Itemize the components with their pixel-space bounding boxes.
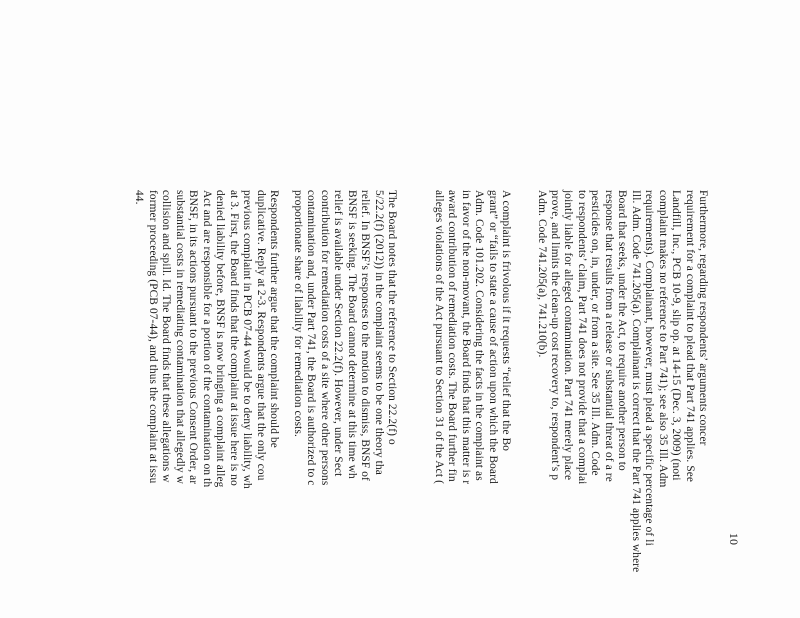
text-line: at 3. First, the Board finds that the complaint at issue here is no xyxy=(227,190,240,486)
text-line: contribution for remediation costs of a site where other persons xyxy=(318,190,331,486)
text-line: complaint makes no reference to Part 741); see also 35 Ill. Adm xyxy=(656,190,669,488)
text-line: Furthermore, regarding respondents’ arguments concer xyxy=(697,190,709,446)
text-line: requirement for a complaint to plead that Part 741 applies. See xyxy=(683,190,696,483)
text-line: previous complaint in PCB 07-44 would be to deny liability, wh xyxy=(241,190,254,489)
text-line: A complaint is frivolous if it requests “relief that the Bo xyxy=(500,190,512,452)
text-line: prove, and limits the clean-up cost recovery to, respondent’s p xyxy=(549,190,562,481)
text-line: jointly liable for alleged contamination. Part 741 merely place xyxy=(562,190,575,481)
text-line: Act and are responsible for a portion of the contamination on th xyxy=(200,190,213,488)
text-line: pesticides on, in, under, or from a site. See 35 Ill. Adm. Code xyxy=(589,190,602,476)
text-line: former proceeding (PCB 07-44), and thus the complaint at issu xyxy=(146,190,159,484)
text-line: Board that seeks, under the Act, to require another person to xyxy=(616,190,629,471)
text-line: in favor of the non-movant, the Board finds that this matter is r xyxy=(459,190,472,485)
text-line: Adm. Code 101.202. Considering the facts in the complaint as xyxy=(473,190,486,481)
text-line: BNSF is seeking. The Board cannot determine at this time wh xyxy=(345,190,358,479)
text-line: relief. In BNSF’s responses to the motion to dismiss, BNSF of xyxy=(359,190,372,481)
text-line: duplicative. Reply at 2-3. Respondents argue that the only cou xyxy=(254,190,267,481)
text-line: contamination and, under Part 741, the Board is authorized to c xyxy=(305,190,318,486)
text-line: Respondents further argue that the complaint should be xyxy=(268,190,280,448)
text-line: relief is available under Section 22.2(f). However, under Sect xyxy=(332,190,345,477)
text-line: response that results from a release or substantial threat of a re xyxy=(602,190,615,482)
text-line: The Board notes that the reference to Section 22.2(f) o xyxy=(386,190,398,445)
text-line: proportionate share of liability for remediation costs. xyxy=(291,190,304,437)
text-line: alleges violations of the Act pursuant to Section 31 of the Act ( xyxy=(432,190,445,484)
text-line: Adm. Code 741.205(a), 741.210(b). xyxy=(535,190,548,358)
text-line: denied liability before, BNSF is now bringing a complaint alleg xyxy=(214,190,227,488)
text-line: BNSF, in its actions pursuant to the previous Consent Order, ar xyxy=(187,190,200,485)
text-line: collision and spill. Id. The Board finds that these allegations w xyxy=(160,190,173,483)
page-number: 10 xyxy=(727,532,741,546)
text-line: substantial costs in remediating contamination that allegedly w xyxy=(173,190,186,485)
document-sheet xyxy=(133,190,741,618)
text-line: to respondents’ claim, Part 741 does not provide that a complai xyxy=(575,190,588,485)
text-line: grant” or “fails to state a cause of action upon which the Board xyxy=(486,190,499,484)
text-line: requirements). Complainant, however, must plead a specific percentage of li xyxy=(643,190,656,546)
text-line: Landfill, Inc., PCB 10-9, slip op. at 14-15 (Dec. 3, 2009) (noti xyxy=(670,190,683,481)
text-line: 5/22.2(f) (2012)) in the complaint seems to be one theory tha xyxy=(372,190,385,475)
text-line: Ill. Adm. Code 741.205(a). Complainant is correct that the Part 741 applies where xyxy=(629,190,642,573)
text-line: award contribution of remediation costs. The Board further fin xyxy=(446,190,459,482)
text-line: 44. xyxy=(133,190,146,205)
